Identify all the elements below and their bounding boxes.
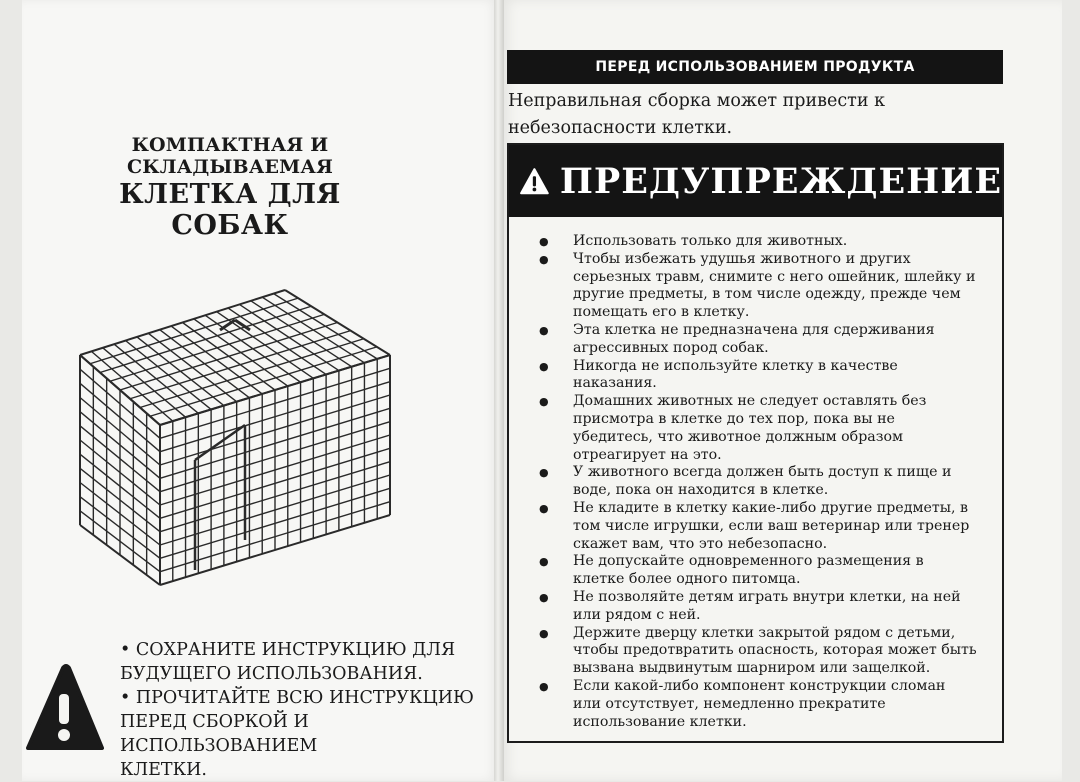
note-line-2: БУДУЩЕГО ИСПОЛЬЗОВАНИЯ.	[120, 664, 423, 684]
list-item: ● Не кладите в клетку какие-либо другие предметы, в том числе игрушки, если ваш ветеринар или тренер скажет вам, что это небезопасно.	[537, 500, 977, 553]
list-item: ● Домашних животных не следует оставлять без присмотра в клетке до тех пор, пока вы не убедитесь, что животное должным образом отреагирует на это.	[537, 393, 977, 464]
list-item: ● Не позволяйте детям играть внутри клетки, на ней или рядом с ней.	[537, 589, 977, 625]
product-title	[110, 135, 350, 241]
warning-triangle-icon	[22, 662, 104, 754]
title-line-3: КЛЕТКА ДЛЯ	[119, 178, 341, 210]
list-item: ● Эта клетка не предназначена для сдерживания агрессивных пород собак.	[537, 322, 977, 358]
note-line-3: • ПРОЧИТАЙТЕ ВСЮ ИНСТРУКЦИЮ	[120, 688, 474, 708]
warning-title: ПРЕДУПРЕЖДЕНИЕ	[559, 160, 1002, 202]
dog-crate-drawing	[70, 285, 410, 595]
list-item: ● Никогда не используйте клетку в качестве наказания.	[537, 358, 977, 394]
instruction-notes	[120, 638, 490, 782]
note-line-1: • СОХРАНИТЕ ИНСТРУКЦИЮ ДЛЯ	[120, 640, 456, 660]
list-item: ● Держите дверцу клетки закрытой рядом с детьми, чтобы предотвратить опасность, которая может быть вызвана выдвинутым шарниром или защелкой.	[537, 625, 977, 678]
note-line-5: КЛЕТКИ.	[120, 760, 207, 780]
page-fold	[494, 0, 504, 781]
warning-box	[507, 143, 1004, 743]
list-item: ● Чтобы избежать удушья животного и других серьезных травм, снимите с него ошейник, шлейку и другие предметы, в том числе одежду, прежде чем помещать его в клетку.	[537, 251, 977, 322]
before-use-text: Неправильная сборка может привести к небезопасности клетки.	[508, 91, 886, 138]
list-item: ● У животного всегда должен быть доступ к пище и воде, пока он находится в клетке.	[537, 464, 977, 500]
before-use-heading: ПЕРЕД ИСПОЛЬЗОВАНИЕМ ПРОДУКТА	[507, 50, 1003, 84]
note-line-4: ПЕРЕД СБОРКОЙ И ИСПОЛЬЗОВАНИЕМ	[120, 712, 318, 756]
warning-header	[509, 145, 1002, 217]
list-item: ● Использовать только для животных.	[537, 233, 977, 251]
list-item: ● Если какой-либо компонент конструкции сломан или отсутствует, немедленно прекратите использование клетки.	[537, 678, 977, 731]
title-line-4: СОБАК	[171, 209, 289, 241]
warning-list	[537, 233, 977, 731]
list-item: ● Не допускайте одновременного размещения в клетке более одного питомца.	[537, 553, 977, 589]
title-line-1: КОМПАКТНАЯ И	[131, 134, 329, 156]
title-line-2: СКЛАДЫВАЕМАЯ	[126, 155, 334, 178]
dog-crate-illustration	[70, 285, 410, 595]
warning-triangle-icon	[519, 155, 550, 207]
